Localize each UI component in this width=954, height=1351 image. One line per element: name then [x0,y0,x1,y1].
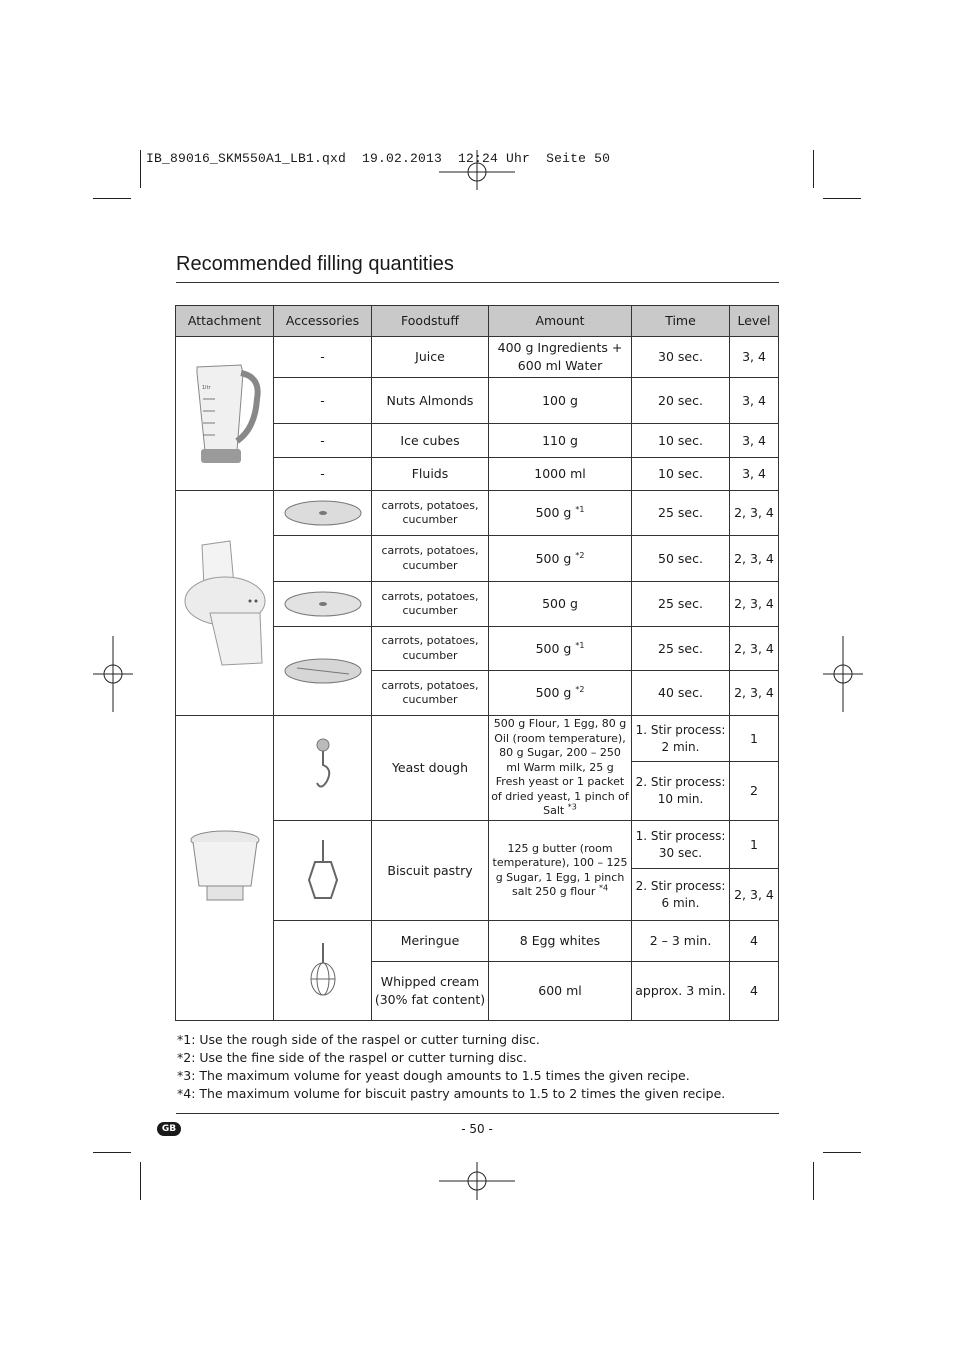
crop-mark [93,198,131,199]
footnote: *2: Use the fine side of the raspel or cutter turning disc. [177,1050,528,1065]
table-row: - Ice cubes 110 g 10 sec. 3, 4 [176,424,779,458]
registration-mark-right [823,636,863,714]
accessory-icon-cell [274,821,372,921]
page-number: - 50 - [461,1122,493,1136]
crop-mark [813,150,814,188]
footnote: *3: The maximum volume for yeast dough amounts to 1.5 times the given recipe. [177,1068,690,1083]
disc-icon-cell [274,627,372,716]
header-foodstuff: Foodstuff [372,306,489,337]
table-row: carrots, potatoes, cucumber 500 g $^{*1}$ 25 sec. 2, 3, 4 [176,627,779,671]
table-row: 2. Stir process: 10 min. 2 [176,762,779,821]
disc-icon-cell [274,582,372,627]
footnote: *1: Use the rough side of the raspel or cutter turning disc. [177,1032,540,1047]
crop-mark [140,1162,141,1200]
header-time: Time [632,306,730,337]
table-row: 2. Stir process: 6 min. 2, 3, 4 [176,869,779,921]
crop-mark [823,1152,861,1153]
language-badge: GB [157,1122,181,1136]
slicer-disc-icon [283,656,363,686]
registration-mark-bottom [437,1162,517,1204]
beater-icon [303,836,343,906]
page-title: Recommended filling quantities [176,253,454,275]
table-row: carrots, potatoes, cucumber 500 g 25 sec. 2, 3, 4 [176,582,779,627]
header-accessories: Accessories [274,306,372,337]
table-row: Yeast dough 500 g Flour, 1 Egg, 80 g Oil (room temperature), 80 g Sugar, 200 – 250 ml Warm milk, 25 g Fresh yeast or 1 packet of dried yeast, 1 pinch of Salt $^{*3}$ 1. Stir process: 2 min. 1 [176,716,779,762]
title-rule [176,282,779,283]
accessory-icon-cell [274,716,372,821]
footer-rule [176,1113,779,1114]
crop-mark [93,1152,131,1153]
crop-mark [813,1162,814,1200]
rough-grater-disc-icon [283,498,363,528]
table-row: Biscuit pastry 125 g butter (room temperature), 100 – 125 g Sugar, 1 Egg, 1 pinch salt 250 g flour $^{*4}$ 1. Stir process: 30 sec. 1 [176,821,779,869]
filling-quantities-table [175,305,779,1021]
table-row: 1ltr - Juice 400 g Ingredients + 600 ml Water 30 sec. 3, 4 [176,337,779,378]
accessory-icon-cell [274,921,372,1021]
registration-mark-left [93,636,133,714]
footnotes [177,1031,725,1103]
table-row: carrots, potatoes, cucumber 500 g $^{*1}$ 25 sec. 2, 3, 4 [176,491,779,536]
print-slug: IB_89016_SKM550A1_LB1.qxd 19.02.2013 12:24 Uhr Seite 50 [146,151,611,166]
table-row: - Nuts Almonds 100 g 20 sec. 3, 4 [176,378,779,424]
blender-attachment-cell [176,337,274,491]
disc-icon-cell [274,491,372,536]
table-row: Whipped cream (30% fat content) 600 ml approx. 3 min. 4 [176,962,779,1021]
table-row: carrots, potatoes, cucumber 500 g $^{*2}$ 50 sec. 2, 3, 4 [176,536,779,582]
jug-scale-label: 1ltr [201,384,211,391]
table-row: - Fluids 1000 ml 10 sec. 3, 4 [176,458,779,491]
crop-mark [823,198,861,199]
cutter-attachment-cell [176,491,274,716]
blender-jug-icon [185,359,265,469]
header-amount: Amount [489,306,632,337]
header-attachment: Attachment [176,306,274,337]
fine-grater-disc-icon [283,589,363,619]
whisk-icon [303,941,343,1001]
food-processor-icon [180,533,270,673]
crop-mark [140,150,141,188]
dough-hook-icon [303,733,343,803]
mixing-bowl-icon [185,828,265,908]
footnote: *4: The maximum volume for biscuit pastry amounts to 1.5 to 2 times the given recipe. [177,1086,726,1101]
bowl-attachment-cell [176,716,274,1021]
header-level: Level [730,306,779,337]
table-row: carrots, potatoes, cucumber 500 g $^{*2}$ 40 sec. 2, 3, 4 [176,671,779,716]
table-row: Meringue 8 Egg whites 2 – 3 min. 4 [176,921,779,962]
